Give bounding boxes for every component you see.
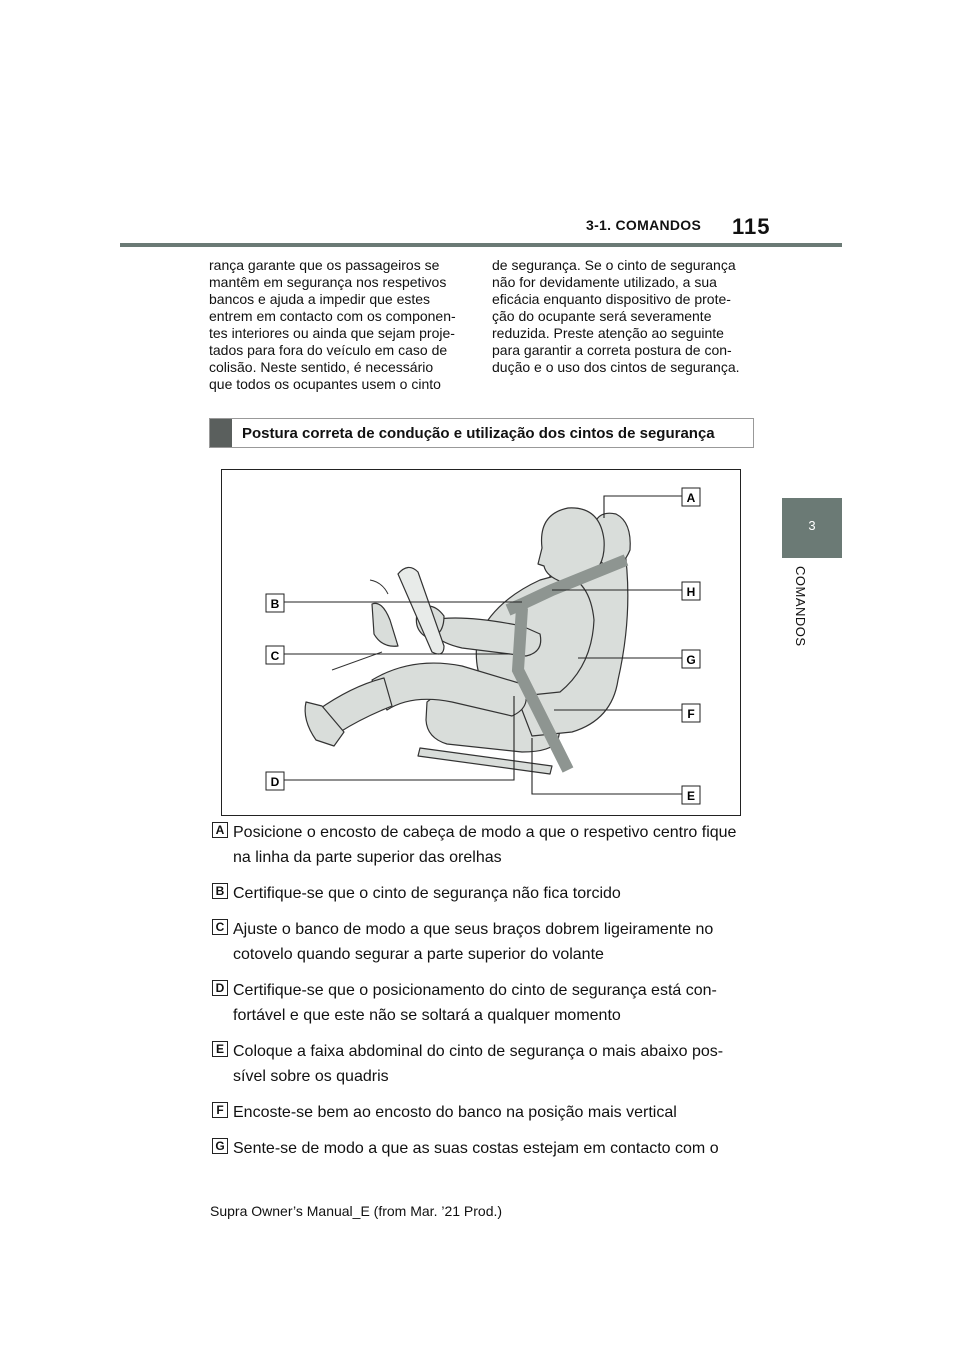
legend-text-f: Encoste-se bem ao encosto do banco na posição mais vertical [233, 1104, 677, 1121]
callout-g: G [686, 653, 696, 667]
floor-line [332, 652, 382, 670]
page-number: 115 [732, 214, 771, 239]
header-divider [120, 243, 842, 247]
legend-item [212, 1136, 752, 1161]
chapter-tab: 3 [782, 498, 842, 558]
legend-item [212, 917, 752, 967]
posture-diagram [222, 470, 742, 817]
legend-letter-d: D [212, 980, 228, 996]
legend-item [212, 1039, 752, 1089]
pedal [372, 603, 398, 646]
legend-item [212, 820, 752, 870]
section-heading-bar [210, 419, 232, 447]
callout-d: D [270, 775, 280, 789]
legend-letter-c: C [212, 919, 228, 935]
seating-posture-illustration [221, 469, 741, 816]
legend-letter-e: E [212, 1041, 228, 1057]
chapter-label: COMANDOS [793, 566, 808, 647]
callout-c: C [270, 649, 280, 663]
section-heading-title: Postura correta de condução e utilização dos cintos de segurança [242, 424, 715, 442]
legend-letter-a: A [212, 822, 228, 838]
legend-letter-b: B [212, 883, 228, 899]
dash-edge [370, 580, 388, 594]
legend-text-e: Coloque a faixa abdominal do cinto de segurança o mais abaixo pos- sível sobre os quadris [233, 1043, 724, 1085]
legend-text-c: Ajuste o banco de modo a que seus braços dobrem ligeiramente no cotovelo quando segurar a parte superior do volante [233, 921, 714, 963]
section-header: 3-1. COMANDOS [586, 217, 702, 233]
legend-letter-g: G [212, 1138, 228, 1154]
footer-manual-title: Supra Owner’s Manual_E (from Mar. ’21 Prod.) [210, 1203, 503, 1219]
body-left-column: rança garante que os passageiros se mantêm em segurança nos respetivos bancos e ajuda a impedir que estes entrem em contacto com os componen- tes interiores ou ainda que sejam proje- tados para fora do veículo em caso de colisão. Neste sentido, é necessário que todos os ocupantes usem o cinto [209, 257, 456, 392]
callout-a: A [686, 491, 696, 505]
callout-e: E [686, 789, 696, 803]
legend-item [212, 978, 752, 1028]
callout-h: H [686, 585, 696, 599]
callout-b: B [270, 597, 280, 611]
legend-text-g: Sente-se de modo a que as suas costas estejam em contacto com o [233, 1140, 719, 1157]
legend-list [212, 820, 752, 1172]
legend-item [212, 1100, 752, 1125]
body-right-column: de segurança. Se o cinto de segurança não for devidamente utilizado, a sua eficácia enquanto dispositivo de prote- ção do ocupante será severamente reduzida. Preste atenção ao seguinte para garantir a correta postura de con- dução e o uso dos cintos de segurança. [492, 257, 740, 375]
legend-text-d: Certifique-se que o posicionamento do cinto de segurança está con- fortável e que este não se soltará a qualquer momento [233, 982, 717, 1024]
legend-item [212, 881, 752, 906]
section-heading [209, 418, 754, 448]
legend-letter-f: F [212, 1102, 228, 1118]
callout-f: F [687, 707, 695, 721]
legend-text-a: Posicione o encosto de cabeça de modo a que o respetivo centro fique na linha da parte superior das orelhas [233, 824, 737, 866]
legend-text-b: Certifique-se que o cinto de segurança não fica torcido [233, 885, 621, 902]
